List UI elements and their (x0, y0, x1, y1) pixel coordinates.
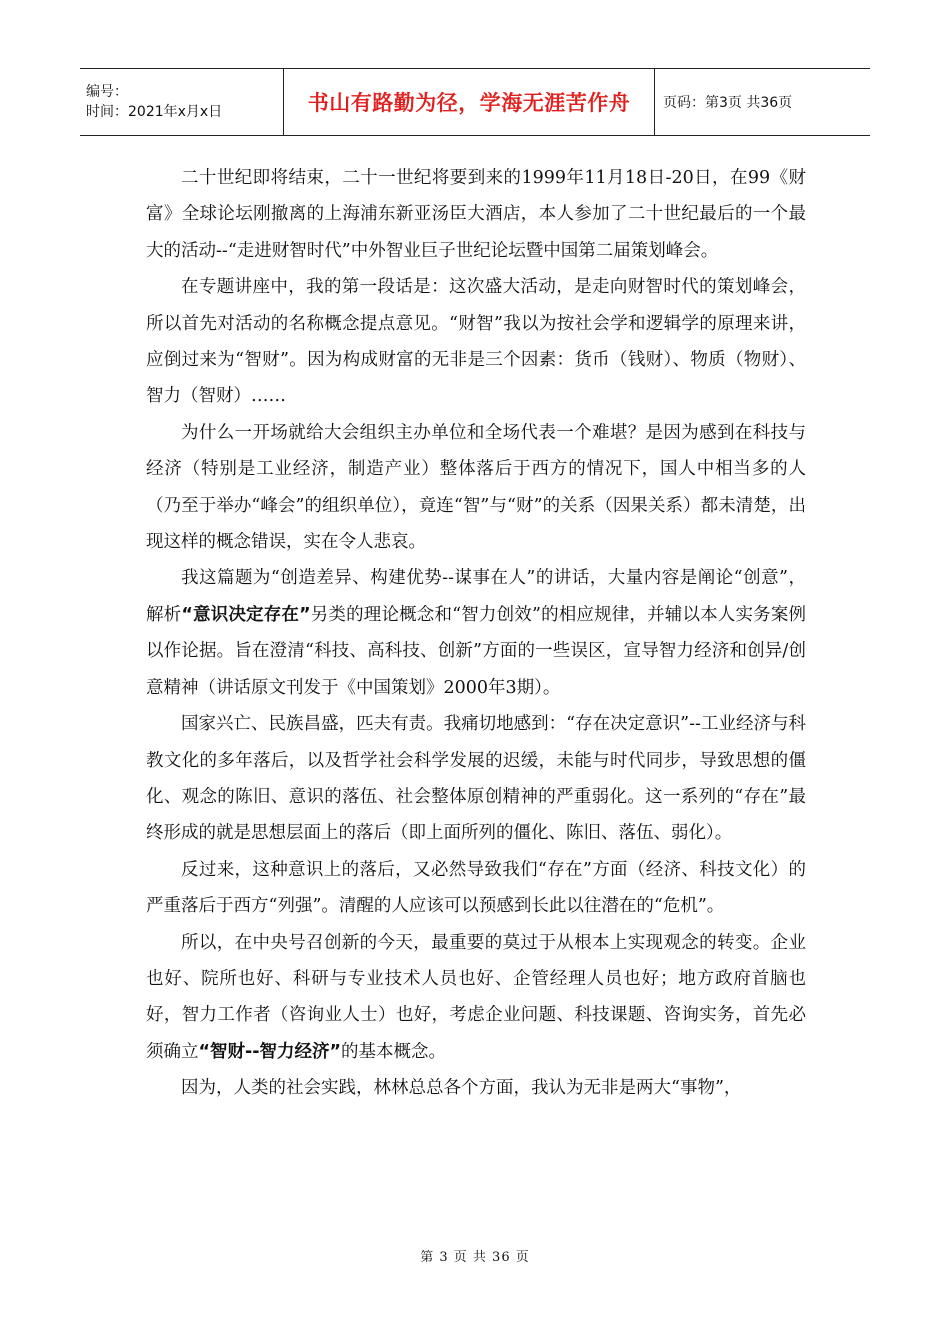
paragraph-1: 二十世纪即将结束，二十一世纪将要到来的1999年11月18日-20日，在99《财富》全球论坛刚撤离的上海浦东新亚汤臣大酒店，本人参加了二十世纪最后的一个最大的活动--“走进财智时代”中外智业巨子世纪论坛暨中国第二届策划峰会。 (146, 168, 806, 261)
paragraph-4-text-a: 我这篇题为“创造差异、构建优势--谋事在人”的讲话，大量内容是阐论“创意”，解析 (146, 568, 806, 625)
header-page-info: 页码：第3页 共36页 (663, 95, 793, 111)
paragraph-6: 反过来，这种意识上的落后，又必然导致我们“存在”方面（经济、科技文化）的严重落后于西方“列强”。清醒的人应该可以预感到长此以往潜在的“危机”。 (146, 859, 806, 917)
header-meta (80, 69, 283, 135)
paragraph-5: 国家兴亡、民族昌盛，匹夫有责。我痛切地感到：“存在决定意识”--工业经济与科教文化的多年落后，以及哲学社会科学发展的迟缓，未能与时代同步，导致思想的僵化、观念的陈旧、意识的落伍、社会整体原创精神的严重弱化。这一系列的“存在”最终形成的就是思想层面上的落后（即上面所列的僵化、陈旧、落伍、弱化）。 (146, 714, 806, 844)
document-body (146, 160, 806, 1107)
paragraph-7-bold: “智财--智力经济” (198, 1041, 342, 1062)
time-label: 时间：2021年x月x日 (86, 104, 223, 120)
header-motto: 书山有路勤为径，学海无涯苦作舟 (283, 69, 655, 135)
paragraph-4 (146, 560, 806, 706)
paragraph-2: 在专题讲座中，我的第一段话是：这次盛大活动，是走向财智时代的策划峰会，所以首先对活动的名称概念提点意见。“财智”我以为按社会学和逻辑学的原理来讲，应倒过来为“智财”。因为构成财富的无非是三个因素：货币（钱财）、物质（物财）、智力（智财）…… (146, 277, 806, 407)
paragraph-7-text-b: 的基本概念。 (341, 1041, 447, 1062)
paragraph-8: 因为，人类的社会实践，林林总总各个方面，我认为无非是两大“事物”， (181, 1078, 742, 1099)
paragraph-7-text-a: 所以，在中央号召创新的今天，最重要的莫过于从根本上实现观念的转变。企业也好、院所也好、科研与专业技术人员也好、企管经理人员也好；地方政府首脑也好，智力工作者（咨询业人士）也好，考虑企业问题、科技课题、咨询实务，首先必须确立 (146, 932, 806, 1062)
paragraph-4-text-b: 另类的理论概念和“智力创效”的相应规律，并辅以本人实务案例以作论据。旨在澄清“科技、高科技、创新”方面的一些误区，宣导智力经济和创异/创意精神（讲话原文刊发于《中国策划》2000年3期）。 (146, 604, 806, 698)
paragraph-4-bold: “意识决定存在” (181, 604, 311, 625)
page-footer: 第 3 页 共 36 页 (420, 1250, 530, 1265)
number-label: 编号： (86, 84, 128, 100)
paragraph-7 (146, 925, 806, 1071)
page-header (80, 68, 870, 136)
paragraph-3: 为什么一开场就给大会组织主办单位和全场代表一个难堪？是因为感到在科技与经济（特别是工业经济，制造产业）整体落后于西方的情况下，国人中相当多的人（乃至于举办“峰会”的组织单位），竟连“智”与“财”的关系（因果关系）都未清楚，出现这样的概念错误，实在令人悲哀。 (146, 422, 806, 553)
